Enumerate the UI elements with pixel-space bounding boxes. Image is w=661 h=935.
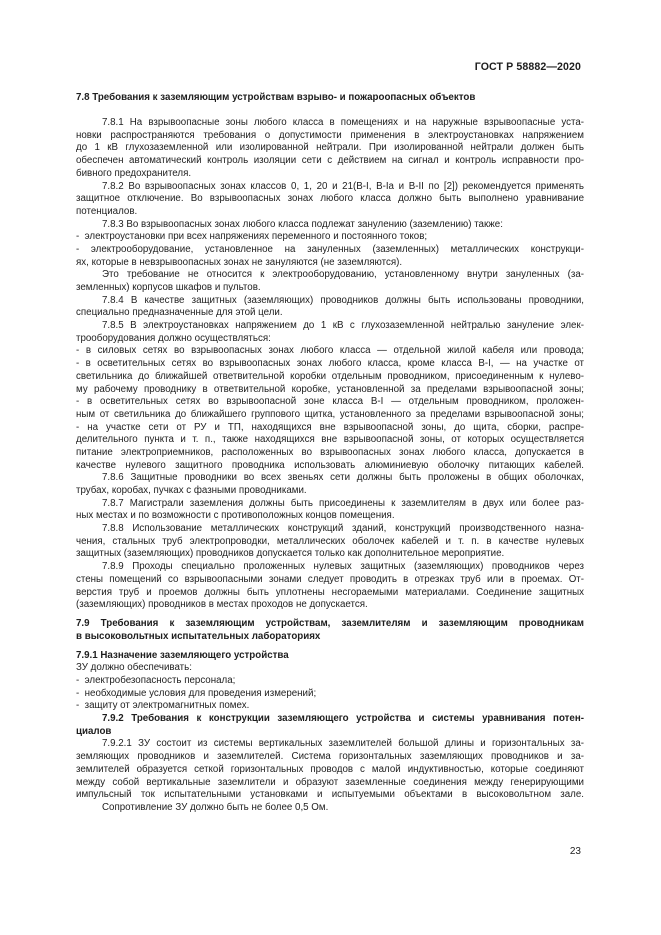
text-line: - в силовых сетях во взрывоопасных зонах любого класса — отдельной жилой кабеля или провода;	[76, 345, 584, 357]
text-line: 7.8.6 Защитные проводники во всех звеньях сети должны быть проложены в общих оболочках,	[102, 472, 584, 484]
text-line: 7.8.7 Магистрали заземления должны быть присоединены к заземлителям в двух или более раз-	[102, 497, 584, 509]
text-line: ных местах и по возможности с противоположных концов помещения.	[76, 510, 395, 522]
section-heading-line: 7.9 Требования к заземляющим устройствам, заземлителям и заземляющим проводникам	[76, 618, 584, 630]
section-heading-line: циалов	[76, 725, 112, 737]
text-line: (заземляющих) проводников в местах проходов не допускается.	[76, 599, 368, 611]
section-heading-line: в высоковольтных испытательных лабораториях	[76, 630, 321, 642]
text-line: - защиту от электромагнитных помех.	[76, 700, 250, 712]
text-line: специально предназначенные для этой цели.	[76, 307, 283, 319]
text-line: земленных) корпусов шкафов и пультов.	[76, 282, 261, 293]
text-line: 7.9.2.1 ЗУ состоит из системы вертикальных заземлителей большой длины и горизонтальных за-	[102, 738, 584, 750]
text-line: 7.8.1 На взрывоопасные зоны любого класса в помещениях и на наружные взрывоопасные уста-	[102, 117, 584, 129]
section-heading-line: 7.9.2 Требования к конструкции заземляющего устройства и системы уравнивания потен-	[102, 713, 584, 725]
text-line: обеспечен автоматический контроль изоляции сети с действием на сигнал и контроль исправности про-	[76, 155, 584, 167]
text-line: новки распространяются требования о допустимости применения в электроустановках напряжением	[76, 129, 584, 141]
text-line: 7.8.4 В качестве защитных (заземляющих) проводников должны быть использованы проводники,	[102, 294, 584, 306]
text-line: потенциалов.	[76, 205, 138, 217]
text-line: между собой вертикальные заземлители и образуют заземленные соединения между генерирующими	[76, 776, 584, 788]
text-line: земляющих проводников и заземлителей. Система горизонтальных заземляющих проводников и за-	[76, 751, 584, 763]
text-line: чения, стальных труб электропроводки, металлических оболочек кабелей и т. п. в качестве нулевых	[76, 535, 584, 547]
text-line: питание электроприемников, расположенных во взрывоопасных зонах любого класса, допускается в	[76, 446, 584, 458]
text-line: 7.8.5 В электроустановках напряжением до 1 кВ с глухозаземленной нейтралью зануление элек-	[102, 320, 584, 332]
text-line: делительного пункта и т. п., также находящихся вне взрывоопасной зоны, от которых осуществляется	[76, 434, 584, 446]
text-line: импульсный ток испытательными установками и испытуемыми объектами в высоковольтном зале.	[76, 789, 584, 801]
text-line: - на участке сети от РУ и ТП, находящихся вне взрывоопасной зоны, до щита, сборки, распре-	[76, 421, 584, 433]
text-line: защитных (заземляющих) проводников допускается только как дополнительное мероприятие.	[76, 548, 505, 560]
standard-header: ГОСТ Р 58882—2020	[474, 61, 581, 73]
text-line: светильника до ближайшей ответвительной коробки отдельным проводником, присоединенным к нулево-	[76, 370, 584, 382]
text-line: верстия труб и проемов должны быть уплотнены несгораемыми материалами. Соединение защитных	[76, 586, 584, 598]
text-line: ях, которые в невзрывоопасных зонах не зануляются (не заземляются).	[76, 256, 403, 268]
text-line: стены помещений со взрывоопасными зонами следует проводить в отрезках труб или в проемах. От-	[76, 573, 584, 585]
text-line: землителей образуется сеткой горизонтальных проводов с малой индуктивностью, которые соединяют	[76, 763, 584, 775]
section-heading-line: 7.9.1 Назначение заземляющего устройства	[76, 649, 289, 661]
text-line: 7.8.8 Использование металлических конструкций зданий, конструкций производственного назна-	[102, 523, 584, 535]
document-body	[76, 92, 584, 815]
text-line: - необходимые условия для проведения измерений;	[76, 687, 317, 699]
text-line: бивного предохранителя.	[76, 167, 192, 179]
text-line: ЗУ должно обеспечивать:	[76, 662, 192, 674]
text-line: - электроустановки при всех напряжениях переменного и постоянного токов;	[76, 231, 428, 243]
text-line: ным от светильника до ближайшего группового щитка, установленного за пределами взрывоопасной зоны;	[76, 408, 584, 420]
text-line: 7.8.3 Во взрывоопасных зонах любого класса подлежат занулению (заземлению) также:	[102, 218, 503, 230]
text-line: 7.8.2 Во взрывоопасных зонах классов 0, 1, 20 и 21(В-I, В-Iа и В-II по [2]) рекомендуется применять	[102, 180, 584, 192]
text-line: - электрооборудование, установленное на зануленных (заземленных) металлических конструкци-	[76, 243, 584, 255]
text-line: защитное отключение. Во взрывоопасных зонах любого класса должно быть выполнено уравнивание	[76, 193, 584, 205]
text-line: до 1 кВ глухозаземленной или изолированной нейтрали. При изолированной нейтрали должен быть	[76, 142, 584, 154]
text-line: трубах, коробах, пучках с фазными проводниками.	[76, 485, 307, 496]
section-heading-line: 7.8 Требования к заземляющим устройствам взрыво- и пожароопасных объектов	[76, 92, 476, 103]
text-line: качестве нулевого защитного проводника использовать алюминиевую оболочку питающих кабелей.	[76, 459, 584, 471]
text-line: Это требование не относится к электрооборудованию, установленному внутри зануленных (за-	[102, 269, 584, 281]
text-line: - в осветительных сетях во взрывоопасной зоне класса В-I — отдельным проводником, проложен-	[76, 396, 584, 408]
text-line: - в осветительных сетях во взрывоопасных зонах любого класса, кроме класса В-I, — на участке от	[76, 358, 584, 370]
page-number: 23	[569, 846, 581, 857]
text-line: му рабочему проводнику в ответвительной коробке, установленной за пределами взрывоопасной зоны;	[76, 383, 584, 395]
text-line: - электробезопасность персонала;	[76, 675, 236, 686]
text-line: Сопротивление ЗУ должно быть не более 0,5 Ом.	[102, 801, 329, 813]
text-line: 7.8.9 Проходы специально проложенных нулевых защитных (заземляющих) проводников через	[102, 561, 584, 573]
text-line: трооборудования должно осуществляться:	[76, 332, 271, 344]
